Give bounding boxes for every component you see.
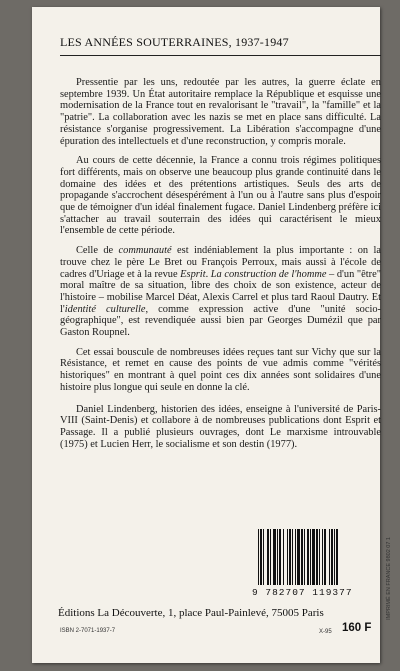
barcode-bar bbox=[260, 529, 262, 585]
barcode-bar bbox=[329, 529, 330, 585]
barcode-bar bbox=[322, 529, 323, 585]
p3-term-communaute: communauté bbox=[118, 245, 172, 257]
barcode-digits: 9 782707 119377 bbox=[252, 587, 353, 598]
isbn: ISBN 2-7071-1937-7 bbox=[60, 628, 116, 634]
series-title: LES ANNÉES SOUTERRAINES, 1937-1947 bbox=[60, 35, 289, 49]
barcode bbox=[252, 527, 378, 603]
barcode-bar bbox=[295, 529, 296, 585]
barcode-bar bbox=[283, 529, 284, 585]
barcode-bar bbox=[267, 529, 269, 585]
author-bio-text: . Il a publié plusieurs ouvrages, dont bbox=[92, 426, 270, 438]
barcode-bar bbox=[334, 529, 335, 585]
author-bio-text: (1977). bbox=[264, 438, 298, 450]
author-bio-title: Le marxisme introuvable bbox=[269, 426, 381, 438]
paragraph-2: Au cours de cette décennie, la France a connu trois régimes politiques fort différents, mais on observe une beaucoup plus grande continuité dans le domaine des idées et des prétentions artistiques. Seuls des arts de propagande s'accrochent désespérément à l'un ou à l'autre sans plus d'espoir que de témoigner d'un idéal finalement fugace. Daniel Lindenberg préfère ici s'attacher au travail souterrain des idées qui caractérisent le mieux l'ensemble de cette période. bbox=[60, 155, 381, 237]
catalog-code: X-95 bbox=[319, 629, 332, 635]
barcode-bar bbox=[316, 529, 318, 585]
blurb-text bbox=[60, 77, 381, 458]
barcode-bar bbox=[270, 529, 271, 585]
barcode-bar bbox=[297, 529, 300, 585]
barcode-bar bbox=[277, 529, 278, 585]
p3-title-esprit: Esprit bbox=[180, 268, 206, 280]
barcode-bar bbox=[301, 529, 303, 585]
barcode-bar bbox=[304, 529, 305, 585]
barcode-bars bbox=[252, 527, 378, 587]
price: 160 F bbox=[342, 622, 372, 634]
p3-text: . bbox=[205, 268, 211, 280]
barcode-bar bbox=[279, 529, 281, 585]
barcode-bar bbox=[336, 529, 338, 585]
barcode-bar bbox=[292, 529, 293, 585]
author-bio-title: Esprit bbox=[345, 415, 370, 427]
paragraph-4: Cet essai bouscule de nombreuses idées reçues tant sur Vichy que sur la Résistance, et remet en cause des points de vue admis comme "vérités historiques" en montrant à quel point ces dix années sont solidaires d'une histoire plus longue qui seule en donne la clé. bbox=[60, 346, 381, 393]
barcode-bar bbox=[307, 529, 309, 585]
book-back-cover bbox=[32, 7, 392, 663]
barcode-bar bbox=[331, 529, 333, 585]
author-bio-text: (1975) et bbox=[60, 438, 101, 450]
author-bio-title: Passage bbox=[60, 426, 93, 438]
barcode-bar bbox=[310, 529, 311, 585]
author-bio bbox=[60, 404, 381, 451]
paragraph-1: Pressentie par les uns, redoutée par les autres, la guerre éclate en septembre 1939. Un État autoritaire remplace la République et esquisse une modernisation de la France tout en revalorisant le "travail", la "famille" et la "patrie". La collaboration avec les nazis se met en place sans difficulté. La résistance s'organise progressivement. La Libération s'accompagne d'une épuration des intellectuels et d'une reconstruction, y compris morale. bbox=[60, 77, 381, 147]
p3-text: , comme expression active d'une "unité socio-géographique", est revendiquée aussi bien par Georges Dumézil que par Gaston Roupnel. bbox=[60, 303, 381, 339]
barcode-bar bbox=[319, 529, 320, 585]
side-code: IMPRIMÉ EN FRANCE 9802 07 1 bbox=[386, 537, 392, 620]
author-bio-text: et bbox=[369, 415, 381, 427]
header-rule bbox=[60, 55, 381, 56]
p3-term-identite: identité culturelle bbox=[64, 303, 146, 315]
author-bio-title: Lucien Herr, le socialisme et son destin bbox=[100, 438, 265, 450]
barcode-bar bbox=[258, 529, 259, 585]
barcode-bar bbox=[273, 529, 276, 585]
barcode-bar bbox=[324, 529, 326, 585]
p3-text: Celle de bbox=[76, 245, 119, 257]
p3-text: – d'un "être" moral maître de sa situation, libre des choix de son existence, acteur de l'histoire – mobilise Marcel Déat, Alexis Carrel et plus tard Raoul Dautry. Et l' bbox=[60, 268, 381, 315]
barcode-bar bbox=[263, 529, 264, 585]
author-bio-text: Daniel Lindenberg, historien des idées, enseigne à l'université de Paris-VIII (Saint-Denis) et collabore à de nombreuses publications dont bbox=[60, 403, 381, 427]
barcode-bar bbox=[289, 529, 291, 585]
p3-text: est indéniablement la plus importante : on la trouve chez le père Le Bret ou François Perroux, mais aussi à l'école de cadres d'Uriage et à la revue bbox=[60, 245, 381, 280]
p3-term-construction: La construction de l'homme bbox=[210, 268, 327, 280]
publisher-line: Éditions La Découverte, 1, place Paul-Painlevé, 75005 Paris bbox=[58, 607, 324, 619]
barcode-bar bbox=[287, 529, 288, 585]
barcode-bar bbox=[312, 529, 315, 585]
paragraph-3 bbox=[60, 245, 381, 339]
